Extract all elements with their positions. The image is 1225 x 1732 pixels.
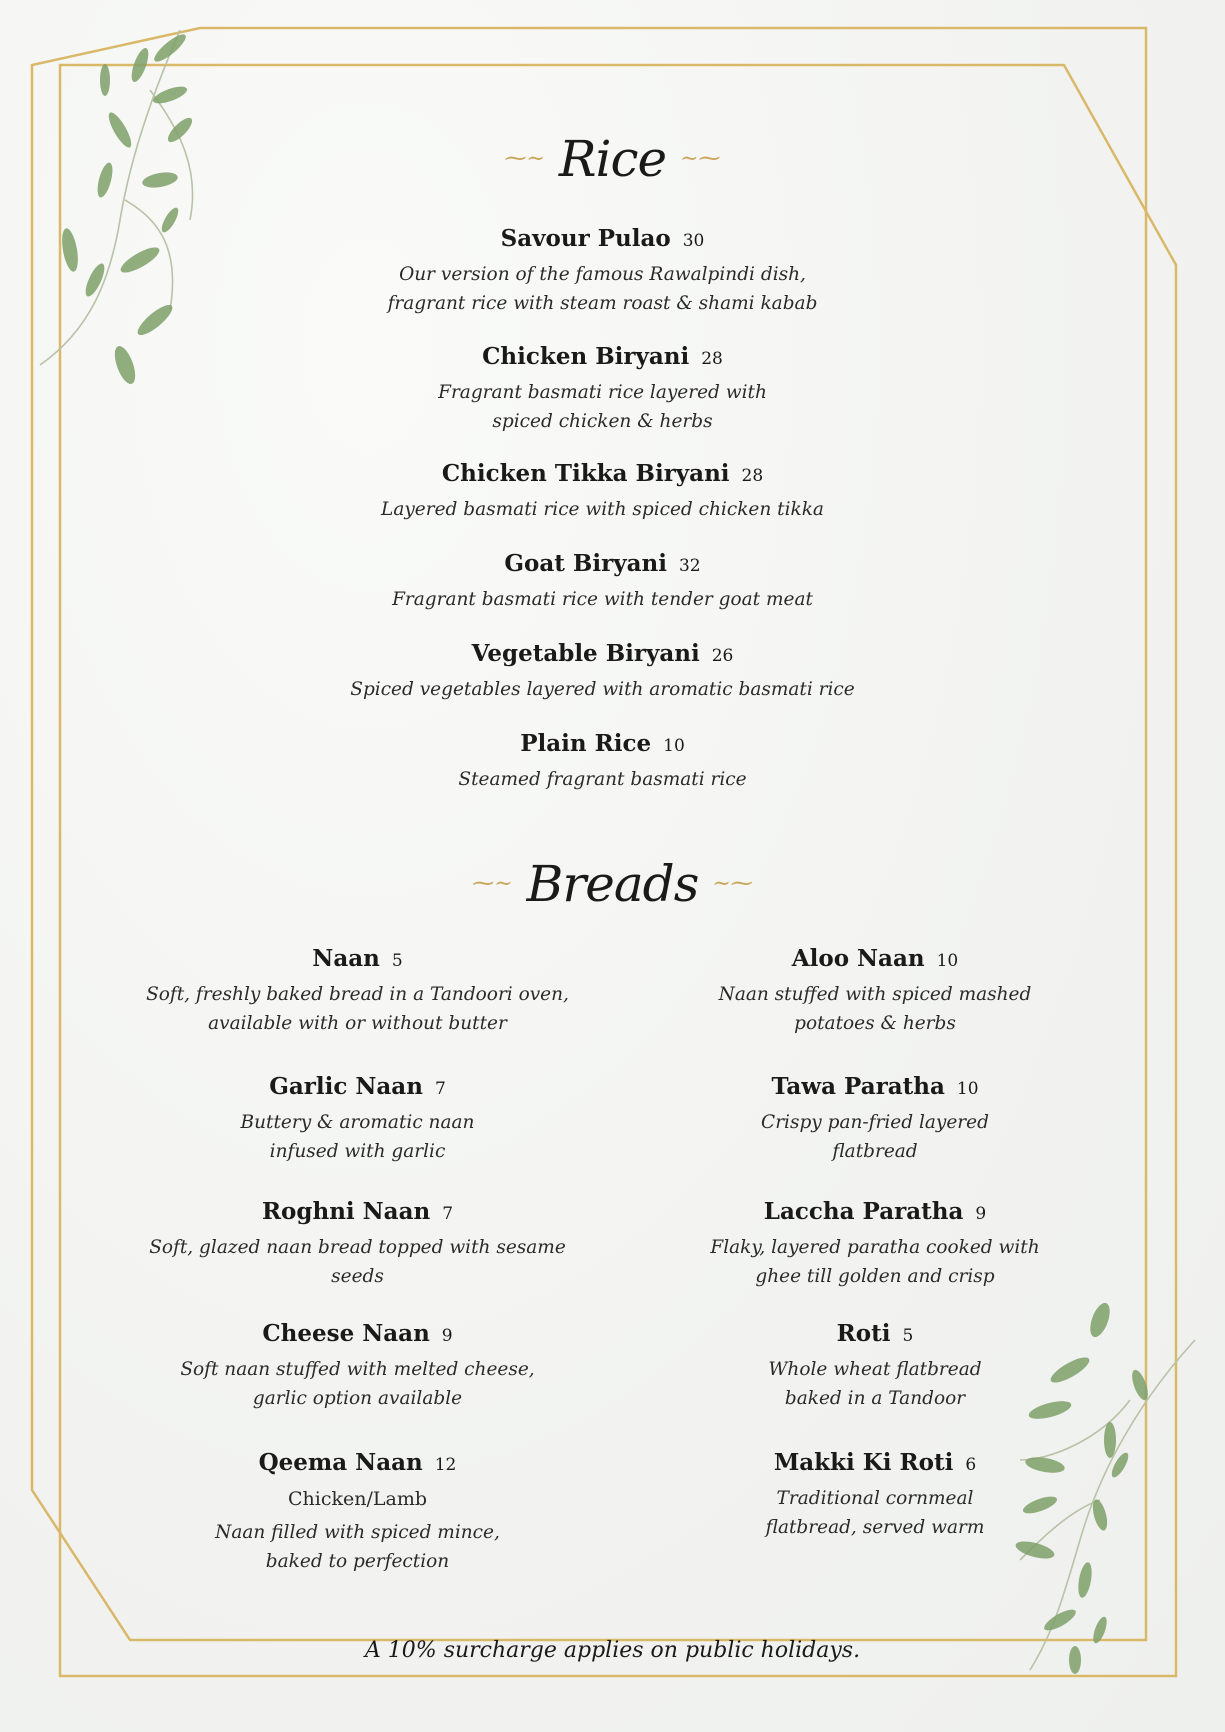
menu-item-name: Vegetable Biryani xyxy=(471,640,700,667)
menu-item-description: Naan stuffed with spiced mashed xyxy=(718,984,1032,1005)
menu-item xyxy=(300,640,905,704)
menu-item xyxy=(690,945,1060,1038)
menu-item-name: Savour Pulao xyxy=(500,225,671,252)
menu-item-description: spiced chicken & herbs xyxy=(492,411,713,432)
menu-item xyxy=(690,1320,1060,1413)
menu-item-header xyxy=(120,1073,595,1100)
menu-item xyxy=(300,730,905,794)
menu-item-header xyxy=(300,730,905,757)
menu-item-name: Garlic Naan xyxy=(269,1073,423,1100)
menu-item xyxy=(300,343,905,436)
menu-item-header xyxy=(120,1320,595,1347)
menu-item-description: baked to perfection xyxy=(265,1551,450,1572)
surcharge-note: A 10% surcharge applies on public holidays. xyxy=(364,1638,861,1663)
flourish-right-icon: ~⁓ xyxy=(680,146,721,172)
menu-item xyxy=(690,1198,1060,1291)
menu-item-price: 9 xyxy=(441,1326,453,1346)
menu-item-description: Steamed fragrant basmati rice xyxy=(458,769,747,790)
menu-item xyxy=(300,460,905,524)
menu-item-header xyxy=(690,1073,1060,1100)
menu-item xyxy=(300,550,905,614)
menu-item-name: Cheese Naan xyxy=(262,1320,430,1347)
menu-item-price: 7 xyxy=(434,1079,446,1099)
menu-item-price: 10 xyxy=(663,736,685,756)
menu-item-description: available with or without butter xyxy=(208,1013,507,1034)
flourish-left-icon: ⁓~ xyxy=(504,146,545,172)
menu-item-description: garlic option available xyxy=(252,1388,463,1409)
flourish-left-icon: ⁓~ xyxy=(472,871,513,897)
menu-item-description: Soft naan stuffed with melted cheese, xyxy=(180,1359,535,1380)
menu-item-header xyxy=(120,945,595,972)
menu-item-name: Makki Ki Roti xyxy=(773,1449,954,1476)
menu-item-description: Soft, glazed naan bread topped with sesame xyxy=(149,1237,566,1258)
menu-item-header xyxy=(690,945,1060,972)
menu-item-description: fragrant rice with steam roast & shami kabab xyxy=(387,293,818,314)
menu-item-price: 28 xyxy=(741,466,764,486)
menu-item-name: Qeema Naan xyxy=(258,1449,423,1476)
menu-item-name: Laccha Paratha xyxy=(763,1198,964,1225)
menu-item-price: 32 xyxy=(678,556,701,576)
menu-item-description: Layered basmati rice with spiced chicken tikka xyxy=(381,499,824,520)
leaf-branch-top-left xyxy=(30,20,220,400)
menu-item-name: Roti xyxy=(836,1320,891,1347)
menu-item-description: infused with garlic xyxy=(269,1141,446,1162)
menu-item-price: 26 xyxy=(711,646,734,666)
menu-item-option: Chicken/Lamb xyxy=(287,1488,427,1510)
menu-item-description: Whole wheat flatbread xyxy=(768,1359,982,1380)
menu-item-name: Chicken Tikka Biryani xyxy=(441,460,730,487)
menu-item xyxy=(120,1320,595,1413)
menu-item-header xyxy=(300,225,905,252)
menu-item-price: 10 xyxy=(936,951,959,971)
breads-section-title: ⁓~ Breads ~⁓ xyxy=(472,855,753,913)
menu-item-description: Flaky, layered paratha cooked with xyxy=(710,1237,1040,1258)
menu-item-description: Spiced vegetables layered with aromatic basmati rice xyxy=(350,679,855,700)
menu-item-price: 10 xyxy=(956,1079,979,1099)
menu-item-description: seeds xyxy=(331,1266,384,1287)
menu-item-header xyxy=(120,1449,595,1476)
menu-item-description: Naan filled with spiced mince, xyxy=(215,1522,500,1543)
menu-item-description: flatbread, served warm xyxy=(765,1517,985,1538)
menu-item-description: Fragrant basmati rice with tender goat meat xyxy=(392,589,813,610)
menu-item-header xyxy=(690,1449,1060,1476)
menu-item xyxy=(120,1073,595,1166)
menu-item-name: Goat Biryani xyxy=(504,550,667,577)
menu-item xyxy=(120,1198,595,1291)
menu-item-price: 7 xyxy=(442,1204,454,1224)
menu-item-name: Tawa Paratha xyxy=(771,1073,945,1100)
menu-item-description: Crispy pan-fried layered xyxy=(761,1112,989,1133)
menu-item-description: ghee till golden and crisp xyxy=(755,1266,995,1287)
menu-item-description: Our version of the famous Rawalpindi dish, xyxy=(399,264,806,285)
menu-item-description: potatoes & herbs xyxy=(794,1013,956,1034)
menu-item-price: 30 xyxy=(682,231,705,251)
menu-item-description: Fragrant basmati rice layered with xyxy=(438,382,767,403)
menu-item-name: Naan xyxy=(312,945,380,972)
menu-item-header xyxy=(300,460,905,487)
menu-item xyxy=(690,1449,1060,1542)
menu-item-name: Plain Rice xyxy=(520,730,652,757)
menu-item-header xyxy=(120,1198,595,1225)
menu-item xyxy=(690,1073,1060,1166)
menu-item-name: Chicken Biryani xyxy=(482,343,690,370)
menu-item-price: 5 xyxy=(902,1326,914,1346)
menu-item-header xyxy=(300,550,905,577)
menu-item-description: Soft, freshly baked bread in a Tandoori oven, xyxy=(146,984,569,1005)
menu-item-description: Traditional cornmeal xyxy=(776,1488,974,1509)
menu-item-header xyxy=(690,1198,1060,1225)
menu-item-description: baked in a Tandoor xyxy=(784,1388,966,1409)
menu-item-header xyxy=(300,640,905,667)
menu-item-price: 9 xyxy=(975,1204,987,1224)
rice-section-title: ⁓~ Rice ~⁓ xyxy=(504,130,721,188)
menu-item-price: 5 xyxy=(391,951,403,971)
menu-item-description: flatbread xyxy=(832,1141,918,1162)
menu-item-header xyxy=(690,1320,1060,1347)
menu-item-price: 12 xyxy=(434,1455,457,1475)
flourish-right-icon: ~⁓ xyxy=(712,871,753,897)
menu-item-header xyxy=(300,343,905,370)
menu-item xyxy=(120,945,595,1038)
menu-item xyxy=(120,1449,595,1576)
menu-item-name: Roghni Naan xyxy=(261,1198,431,1225)
menu-item-price: 28 xyxy=(701,349,723,369)
menu-item-name: Aloo Naan xyxy=(791,945,925,972)
menu-item-price: 6 xyxy=(965,1455,977,1475)
menu-item-description: Buttery & aromatic naan xyxy=(240,1112,475,1133)
menu-item xyxy=(300,225,905,318)
